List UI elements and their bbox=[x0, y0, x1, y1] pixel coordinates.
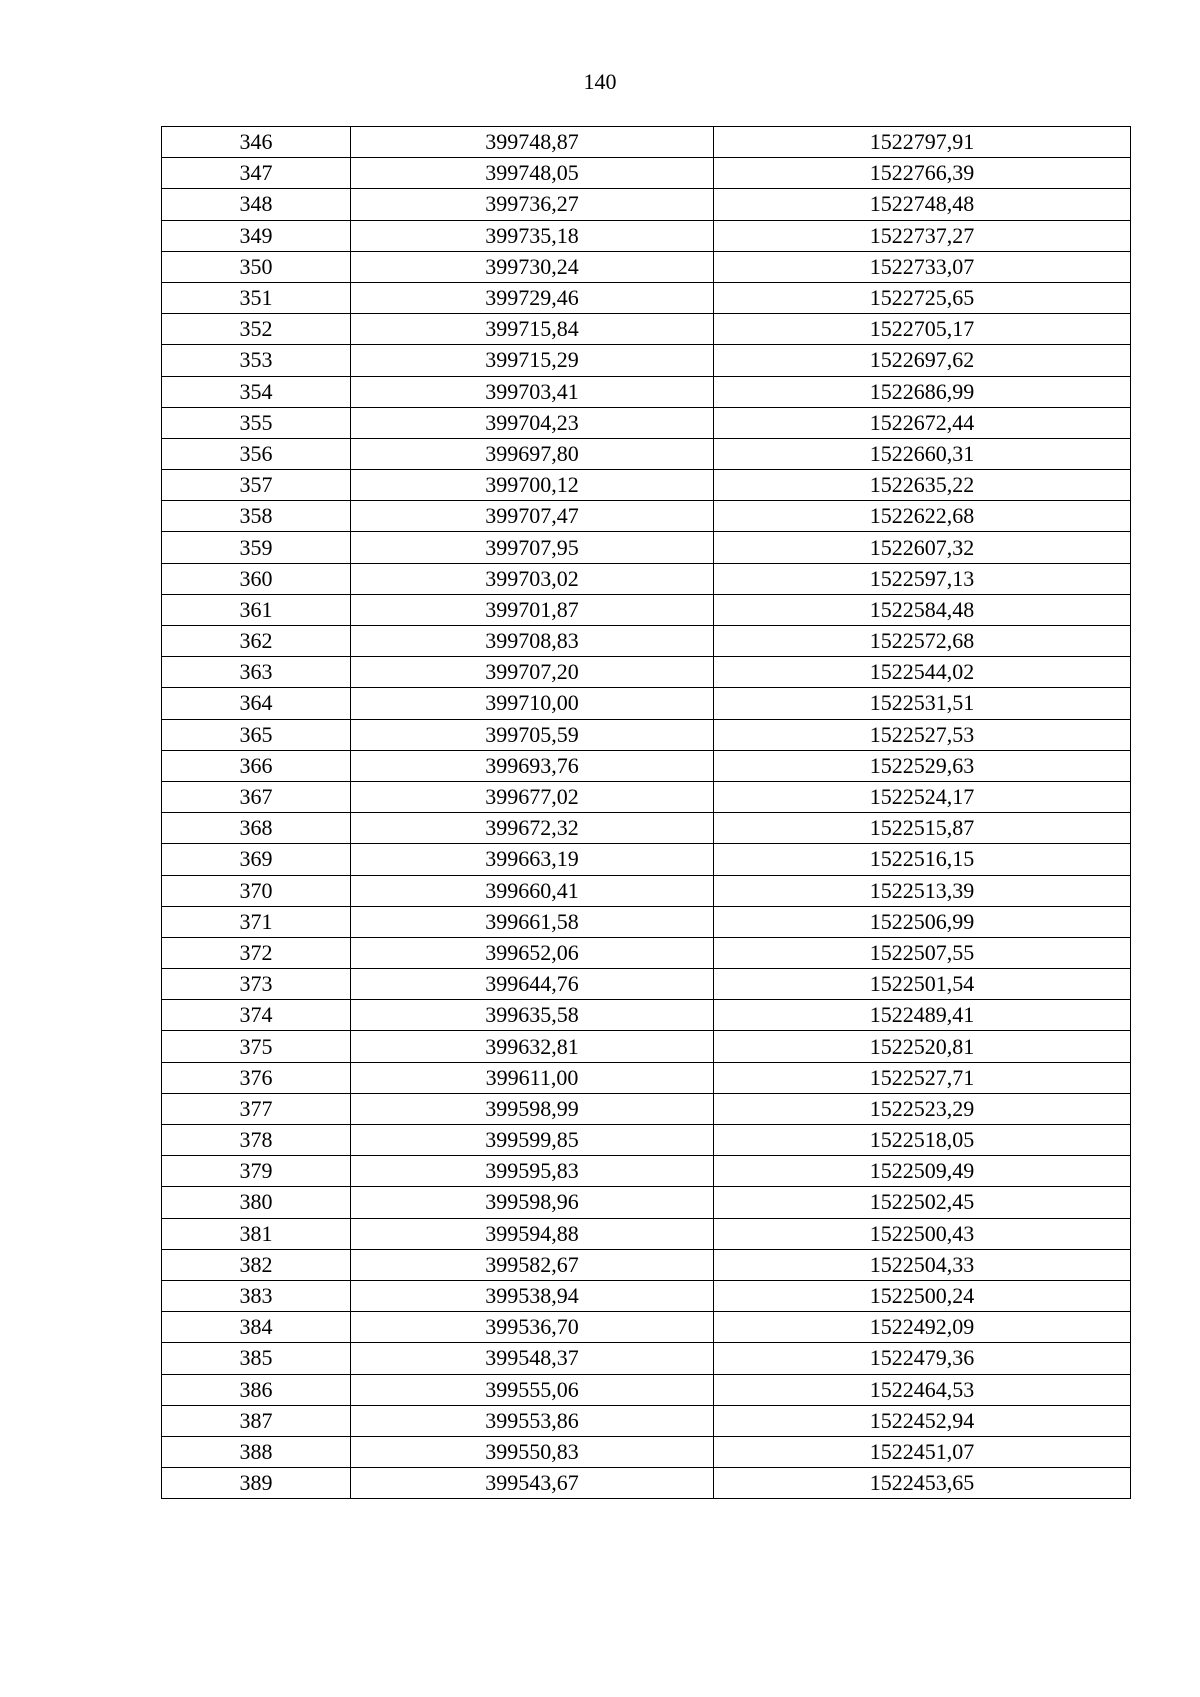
table-row bbox=[162, 251, 1131, 282]
y-coordinate-cell: 1522523,29 bbox=[714, 1093, 1131, 1124]
page-number: 140 bbox=[583, 69, 617, 94]
table-row bbox=[162, 1218, 1131, 1249]
x-coordinate-cell: 399697,80 bbox=[351, 438, 714, 469]
point-number-cell: 348 bbox=[162, 189, 351, 220]
table-row bbox=[162, 1062, 1131, 1093]
y-coordinate-cell: 1522501,54 bbox=[714, 969, 1131, 1000]
table-row bbox=[162, 875, 1131, 906]
x-coordinate-cell: 399701,87 bbox=[351, 594, 714, 625]
table-row bbox=[162, 438, 1131, 469]
point-number-cell: 355 bbox=[162, 407, 351, 438]
table-row bbox=[162, 1187, 1131, 1218]
point-number-cell: 383 bbox=[162, 1280, 351, 1311]
table-row bbox=[162, 1312, 1131, 1343]
table-row bbox=[162, 189, 1131, 220]
point-number-cell: 384 bbox=[162, 1312, 351, 1343]
y-coordinate-cell: 1522527,71 bbox=[714, 1062, 1131, 1093]
x-coordinate-cell: 399598,99 bbox=[351, 1093, 714, 1124]
table-row bbox=[162, 407, 1131, 438]
y-coordinate-cell: 1522584,48 bbox=[714, 594, 1131, 625]
y-coordinate-cell: 1522697,62 bbox=[714, 345, 1131, 376]
point-number-cell: 358 bbox=[162, 501, 351, 532]
x-coordinate-cell: 399555,06 bbox=[351, 1374, 714, 1405]
y-coordinate-cell: 1522733,07 bbox=[714, 251, 1131, 282]
point-number-cell: 371 bbox=[162, 906, 351, 937]
x-coordinate-cell: 399536,70 bbox=[351, 1312, 714, 1343]
y-coordinate-cell: 1522748,48 bbox=[714, 189, 1131, 220]
y-coordinate-cell: 1522672,44 bbox=[714, 407, 1131, 438]
x-coordinate-cell: 399632,81 bbox=[351, 1031, 714, 1062]
point-number-cell: 361 bbox=[162, 594, 351, 625]
x-coordinate-cell: 399652,06 bbox=[351, 937, 714, 968]
point-number-cell: 359 bbox=[162, 532, 351, 563]
y-coordinate-cell: 1522520,81 bbox=[714, 1031, 1131, 1062]
y-coordinate-cell: 1522489,41 bbox=[714, 1000, 1131, 1031]
coordinates-table bbox=[161, 126, 1131, 1499]
table-row bbox=[162, 750, 1131, 781]
point-number-cell: 382 bbox=[162, 1249, 351, 1280]
x-coordinate-cell: 399538,94 bbox=[351, 1280, 714, 1311]
y-coordinate-cell: 1522507,55 bbox=[714, 937, 1131, 968]
point-number-cell: 389 bbox=[162, 1468, 351, 1499]
point-number-cell: 350 bbox=[162, 251, 351, 282]
y-coordinate-cell: 1522705,17 bbox=[714, 314, 1131, 345]
point-number-cell: 381 bbox=[162, 1218, 351, 1249]
point-number-cell: 349 bbox=[162, 220, 351, 251]
table-row bbox=[162, 1468, 1131, 1499]
y-coordinate-cell: 1522524,17 bbox=[714, 781, 1131, 812]
x-coordinate-cell: 399736,27 bbox=[351, 189, 714, 220]
x-coordinate-cell: 399553,86 bbox=[351, 1405, 714, 1436]
point-number-cell: 366 bbox=[162, 750, 351, 781]
table-row bbox=[162, 937, 1131, 968]
x-coordinate-cell: 399611,00 bbox=[351, 1062, 714, 1093]
point-number-cell: 377 bbox=[162, 1093, 351, 1124]
x-coordinate-cell: 399582,67 bbox=[351, 1249, 714, 1280]
table-row bbox=[162, 719, 1131, 750]
table-row bbox=[162, 158, 1131, 189]
x-coordinate-cell: 399635,58 bbox=[351, 1000, 714, 1031]
y-coordinate-cell: 1522452,94 bbox=[714, 1405, 1131, 1436]
y-coordinate-cell: 1522451,07 bbox=[714, 1436, 1131, 1467]
y-coordinate-cell: 1522725,65 bbox=[714, 282, 1131, 313]
point-number-cell: 365 bbox=[162, 719, 351, 750]
y-coordinate-cell: 1522766,39 bbox=[714, 158, 1131, 189]
x-coordinate-cell: 399543,67 bbox=[351, 1468, 714, 1499]
y-coordinate-cell: 1522513,39 bbox=[714, 875, 1131, 906]
table-row bbox=[162, 1374, 1131, 1405]
point-number-cell: 354 bbox=[162, 376, 351, 407]
point-number-cell: 351 bbox=[162, 282, 351, 313]
x-coordinate-cell: 399715,29 bbox=[351, 345, 714, 376]
table-row bbox=[162, 532, 1131, 563]
x-coordinate-cell: 399703,41 bbox=[351, 376, 714, 407]
point-number-cell: 388 bbox=[162, 1436, 351, 1467]
y-coordinate-cell: 1522506,99 bbox=[714, 906, 1131, 937]
table-row bbox=[162, 688, 1131, 719]
point-number-cell: 375 bbox=[162, 1031, 351, 1062]
table-row bbox=[162, 1093, 1131, 1124]
y-coordinate-cell: 1522464,53 bbox=[714, 1374, 1131, 1405]
x-coordinate-cell: 399644,76 bbox=[351, 969, 714, 1000]
x-coordinate-cell: 399599,85 bbox=[351, 1125, 714, 1156]
x-coordinate-cell: 399700,12 bbox=[351, 470, 714, 501]
x-coordinate-cell: 399660,41 bbox=[351, 875, 714, 906]
table-row bbox=[162, 906, 1131, 937]
point-number-cell: 374 bbox=[162, 1000, 351, 1031]
x-coordinate-cell: 399707,47 bbox=[351, 501, 714, 532]
y-coordinate-cell: 1522737,27 bbox=[714, 220, 1131, 251]
point-number-cell: 376 bbox=[162, 1062, 351, 1093]
table-row bbox=[162, 1000, 1131, 1031]
point-number-cell: 356 bbox=[162, 438, 351, 469]
y-coordinate-cell: 1522516,15 bbox=[714, 844, 1131, 875]
point-number-cell: 363 bbox=[162, 657, 351, 688]
point-number-cell: 378 bbox=[162, 1125, 351, 1156]
x-coordinate-cell: 399594,88 bbox=[351, 1218, 714, 1249]
x-coordinate-cell: 399663,19 bbox=[351, 844, 714, 875]
x-coordinate-cell: 399661,58 bbox=[351, 906, 714, 937]
point-number-cell: 387 bbox=[162, 1405, 351, 1436]
table-row bbox=[162, 844, 1131, 875]
table-row bbox=[162, 314, 1131, 345]
y-coordinate-cell: 1522500,43 bbox=[714, 1218, 1131, 1249]
x-coordinate-cell: 399707,20 bbox=[351, 657, 714, 688]
point-number-cell: 353 bbox=[162, 345, 351, 376]
x-coordinate-cell: 399730,24 bbox=[351, 251, 714, 282]
point-number-cell: 369 bbox=[162, 844, 351, 875]
table-row bbox=[162, 376, 1131, 407]
point-number-cell: 352 bbox=[162, 314, 351, 345]
x-coordinate-cell: 399729,46 bbox=[351, 282, 714, 313]
table-row bbox=[162, 127, 1131, 158]
y-coordinate-cell: 1522502,45 bbox=[714, 1187, 1131, 1218]
table-row bbox=[162, 594, 1131, 625]
point-number-cell: 347 bbox=[162, 158, 351, 189]
y-coordinate-cell: 1522529,63 bbox=[714, 750, 1131, 781]
y-coordinate-cell: 1522797,91 bbox=[714, 127, 1131, 158]
x-coordinate-cell: 399548,37 bbox=[351, 1343, 714, 1374]
y-coordinate-cell: 1522622,68 bbox=[714, 501, 1131, 532]
point-number-cell: 380 bbox=[162, 1187, 351, 1218]
table-row bbox=[162, 282, 1131, 313]
y-coordinate-cell: 1522518,05 bbox=[714, 1125, 1131, 1156]
table-row bbox=[162, 1280, 1131, 1311]
point-number-cell: 370 bbox=[162, 875, 351, 906]
y-coordinate-cell: 1522531,51 bbox=[714, 688, 1131, 719]
table-row bbox=[162, 1405, 1131, 1436]
y-coordinate-cell: 1522607,32 bbox=[714, 532, 1131, 563]
table-row bbox=[162, 1343, 1131, 1374]
table-row bbox=[162, 1031, 1131, 1062]
point-number-cell: 379 bbox=[162, 1156, 351, 1187]
x-coordinate-cell: 399704,23 bbox=[351, 407, 714, 438]
point-number-cell: 386 bbox=[162, 1374, 351, 1405]
x-coordinate-cell: 399677,02 bbox=[351, 781, 714, 812]
table-row bbox=[162, 1125, 1131, 1156]
y-coordinate-cell: 1522686,99 bbox=[714, 376, 1131, 407]
y-coordinate-cell: 1522479,36 bbox=[714, 1343, 1131, 1374]
table-row bbox=[162, 563, 1131, 594]
point-number-cell: 367 bbox=[162, 781, 351, 812]
y-coordinate-cell: 1522635,22 bbox=[714, 470, 1131, 501]
y-coordinate-cell: 1522492,09 bbox=[714, 1312, 1131, 1343]
x-coordinate-cell: 399705,59 bbox=[351, 719, 714, 750]
table-row bbox=[162, 345, 1131, 376]
table-row bbox=[162, 1156, 1131, 1187]
y-coordinate-cell: 1522597,13 bbox=[714, 563, 1131, 594]
x-coordinate-cell: 399710,00 bbox=[351, 688, 714, 719]
x-coordinate-cell: 399748,05 bbox=[351, 158, 714, 189]
point-number-cell: 364 bbox=[162, 688, 351, 719]
point-number-cell: 346 bbox=[162, 127, 351, 158]
y-coordinate-cell: 1522527,53 bbox=[714, 719, 1131, 750]
table-row bbox=[162, 781, 1131, 812]
coordinates-table-body bbox=[162, 127, 1131, 1499]
y-coordinate-cell: 1522515,87 bbox=[714, 813, 1131, 844]
point-number-cell: 357 bbox=[162, 470, 351, 501]
table-row bbox=[162, 969, 1131, 1000]
point-number-cell: 372 bbox=[162, 937, 351, 968]
table-row bbox=[162, 1249, 1131, 1280]
x-coordinate-cell: 399693,76 bbox=[351, 750, 714, 781]
point-number-cell: 362 bbox=[162, 626, 351, 657]
point-number-cell: 368 bbox=[162, 813, 351, 844]
point-number-cell: 385 bbox=[162, 1343, 351, 1374]
point-number-cell: 373 bbox=[162, 969, 351, 1000]
x-coordinate-cell: 399550,83 bbox=[351, 1436, 714, 1467]
table-row bbox=[162, 470, 1131, 501]
x-coordinate-cell: 399598,96 bbox=[351, 1187, 714, 1218]
x-coordinate-cell: 399735,18 bbox=[351, 220, 714, 251]
table-row bbox=[162, 501, 1131, 532]
y-coordinate-cell: 1522544,02 bbox=[714, 657, 1131, 688]
y-coordinate-cell: 1522504,33 bbox=[714, 1249, 1131, 1280]
table-row bbox=[162, 813, 1131, 844]
x-coordinate-cell: 399715,84 bbox=[351, 314, 714, 345]
y-coordinate-cell: 1522509,49 bbox=[714, 1156, 1131, 1187]
x-coordinate-cell: 399703,02 bbox=[351, 563, 714, 594]
y-coordinate-cell: 1522660,31 bbox=[714, 438, 1131, 469]
table-row bbox=[162, 220, 1131, 251]
x-coordinate-cell: 399748,87 bbox=[351, 127, 714, 158]
table-row bbox=[162, 626, 1131, 657]
y-coordinate-cell: 1522453,65 bbox=[714, 1468, 1131, 1499]
y-coordinate-cell: 1522500,24 bbox=[714, 1280, 1131, 1311]
table-row bbox=[162, 1436, 1131, 1467]
table-row bbox=[162, 657, 1131, 688]
x-coordinate-cell: 399595,83 bbox=[351, 1156, 714, 1187]
x-coordinate-cell: 399707,95 bbox=[351, 532, 714, 563]
x-coordinate-cell: 399672,32 bbox=[351, 813, 714, 844]
point-number-cell: 360 bbox=[162, 563, 351, 594]
y-coordinate-cell: 1522572,68 bbox=[714, 626, 1131, 657]
x-coordinate-cell: 399708,83 bbox=[351, 626, 714, 657]
